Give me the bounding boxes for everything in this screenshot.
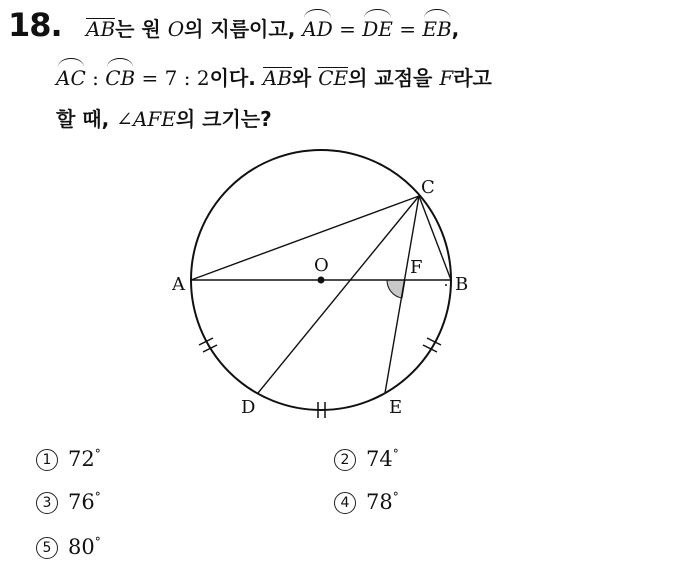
degree-unit: ° xyxy=(94,490,101,504)
question-number: 18. xyxy=(8,6,62,44)
choice-number: 1 xyxy=(36,449,58,471)
colon: : xyxy=(85,66,106,90)
label-d: D xyxy=(241,397,256,418)
text: , xyxy=(451,17,460,41)
segment-ab: AB xyxy=(86,17,116,41)
choice-number: 4 xyxy=(334,492,356,514)
text: 의 지름이고, xyxy=(184,17,303,41)
segment-ce-line xyxy=(385,196,419,393)
arc-cb: CB xyxy=(105,63,135,90)
degree-unit: ° xyxy=(94,447,101,461)
arc-eb-ticks xyxy=(423,338,441,352)
choice-2[interactable] xyxy=(334,447,399,471)
degree-unit: ° xyxy=(392,490,399,504)
choice-number: 2 xyxy=(334,449,356,471)
choice-5[interactable] xyxy=(36,535,101,559)
label-b: B xyxy=(455,274,469,295)
label-e: E xyxy=(389,397,403,418)
label-a: A xyxy=(172,274,185,295)
center-o: O xyxy=(167,17,185,41)
label-f: F xyxy=(410,257,423,278)
text: 는 원 xyxy=(115,17,168,41)
choice-number: 5 xyxy=(36,537,58,559)
angle-afe: AFE xyxy=(132,107,176,131)
arc-ad: AD xyxy=(302,14,332,41)
choice-4[interactable] xyxy=(334,490,399,514)
text: 의 교점을 xyxy=(348,66,440,90)
degree-unit: ° xyxy=(392,447,399,461)
choice-number: 3 xyxy=(36,492,58,514)
segment-ab: AB xyxy=(262,66,292,90)
label-c: C xyxy=(421,177,435,198)
degree-unit: ° xyxy=(94,535,101,549)
text: 와 xyxy=(291,66,319,90)
choice-1[interactable] xyxy=(36,447,101,471)
text: 할 때, xyxy=(56,107,117,131)
label-o: O xyxy=(314,255,329,276)
choice-3[interactable] xyxy=(36,490,101,514)
ratio: = 7 : 2 xyxy=(135,66,210,90)
text: 라고 xyxy=(453,66,492,90)
arc-eb: EB xyxy=(422,14,451,41)
right-angle-dot xyxy=(445,284,447,286)
choice-value: 72 xyxy=(68,447,95,471)
choice-value: 80 xyxy=(68,535,95,559)
equals: = xyxy=(392,17,423,41)
arc-de: DE xyxy=(362,14,393,41)
point-f: F xyxy=(439,66,454,90)
choice-value: 76 xyxy=(68,490,95,514)
equals: = xyxy=(332,17,363,41)
choice-value: 78 xyxy=(366,490,393,514)
text: 이다. xyxy=(209,66,263,90)
choice-value: 74 xyxy=(366,447,393,471)
segment-cb-line xyxy=(419,196,451,280)
center-dot xyxy=(318,277,325,284)
angle-symbol: ∠ xyxy=(116,107,133,131)
segment-ce: CE xyxy=(318,66,349,90)
text: 의 크기는? xyxy=(175,107,272,131)
arc-ac: AC xyxy=(56,63,86,90)
